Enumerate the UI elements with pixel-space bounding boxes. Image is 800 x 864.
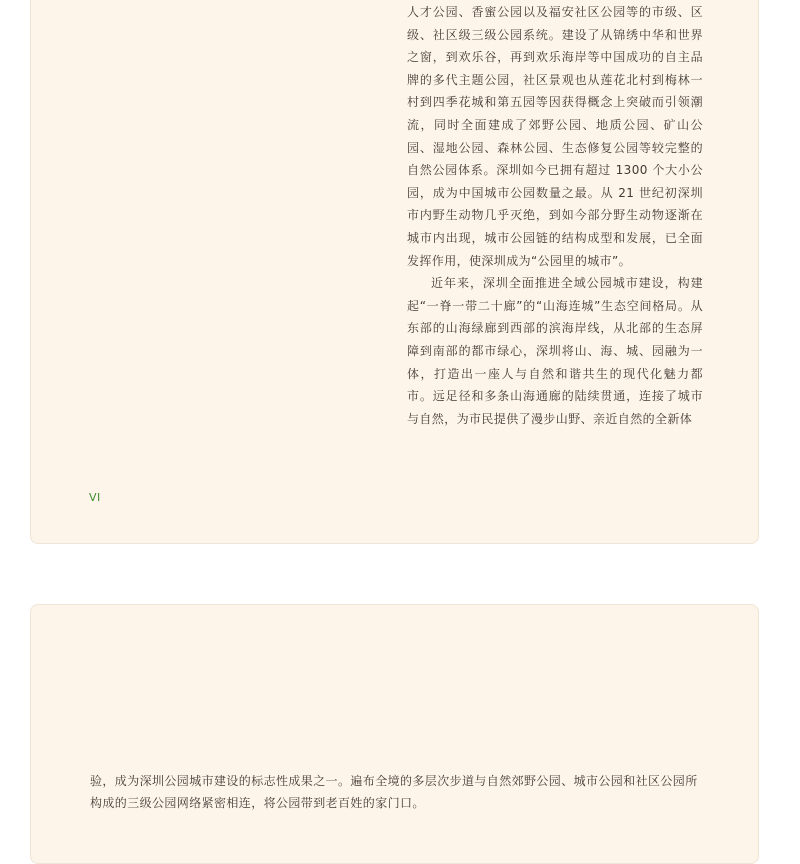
page-vi xyxy=(30,0,759,544)
body-text-column xyxy=(407,1,703,430)
paragraph-parks-system: 人才公园、香蜜公园以及福安社区公园等的市级、区级、社区级三级公园系统。建设了从锦绣中华和世界之窗，到欢乐谷，再到欢乐海岸等中国成功的自主品牌的多代主题公园，社区景观也从莲花北村到梅林一村到四季花城和第五园等因获得概念上突破而引领潮流，同时全面建成了郊野公园、地质公园、矿山公园、湿地公园、森林公园、生态修复公园等较完整的自然公园体系。深圳如今已拥有超过 1300 个大小公园，成为中国城市公园数量之最。从 21 世纪初深圳市内野生动物几乎灭绝，到如今部分野生动物逐渐在城市内出现，城市公园链的结构成型和发展，已全面发挥作用，使深圳成为“公园里的城市”。 xyxy=(407,5,703,268)
text-line: 验，成为深圳公园城市建设的标志性成果之一。遍布全境的多层次步道与自然郊野公园、城市公园和社区公园所 xyxy=(90,774,698,788)
page-vii xyxy=(30,604,759,864)
page-number: VI xyxy=(89,491,101,504)
paragraph-park-city: 近年来，深圳全面推进全域公园城市建设，构建起“一脊一带二十廊”的“山海连城”生态空间格局。从东部的山海绿廊到西部的滨海岸线，从北部的生态屏障到南部的都市绿心，深圳将山、海、城、园融为一体，打造出一座人与自然和谐共生的现代化魅力都市。远足径和多条山海通廊的陆续贯通，连接了城市与自然，为市民提供了漫步山野、亲近自然的全新体 xyxy=(407,276,703,426)
text-line: 构成的三级公园网络紧密相连，将公园带到老百姓的家门口。 xyxy=(90,796,425,810)
